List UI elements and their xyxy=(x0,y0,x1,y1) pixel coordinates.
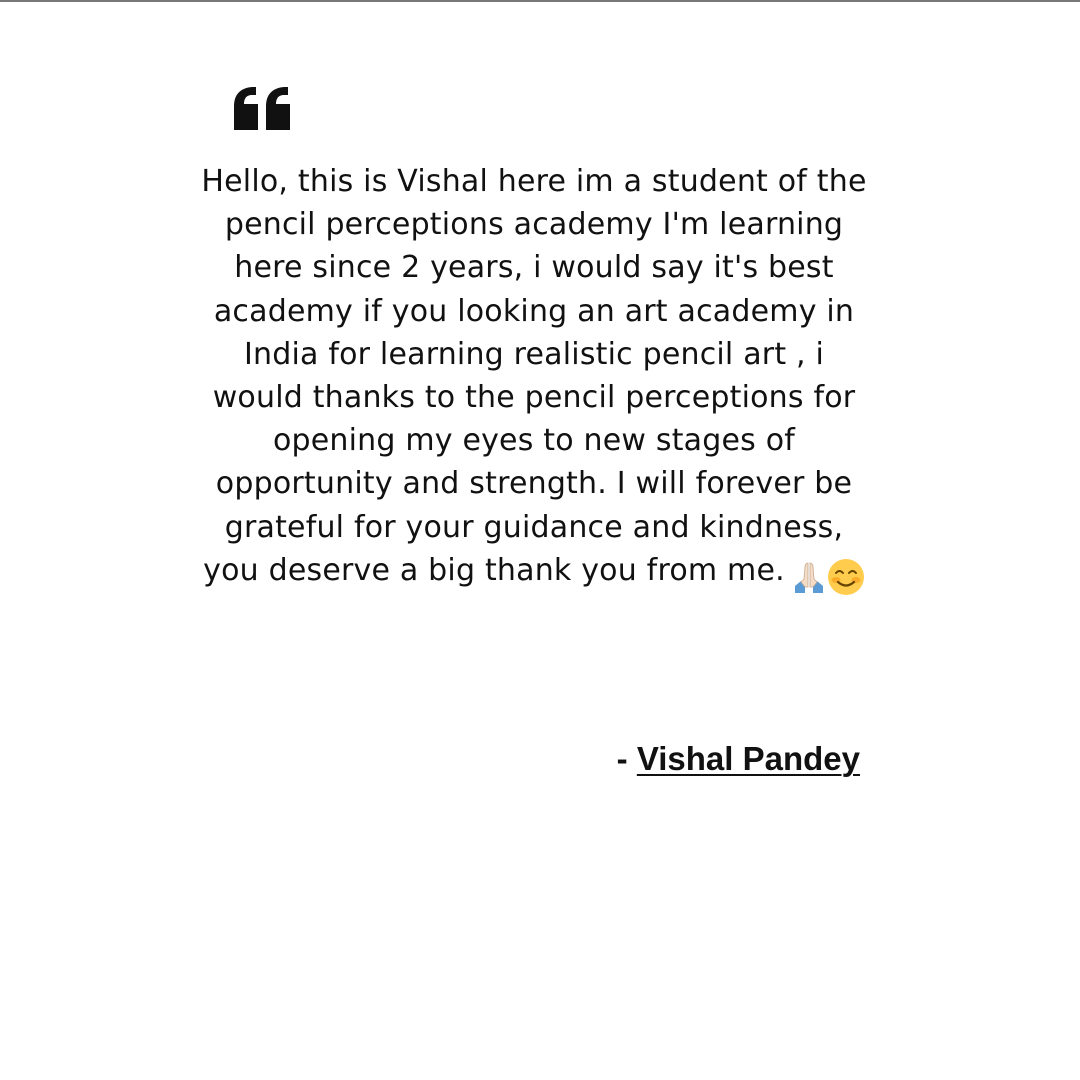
quote-open-icon xyxy=(232,86,292,132)
attribution-dash: - xyxy=(616,740,637,777)
top-divider xyxy=(0,0,1080,2)
smiling-face-icon xyxy=(827,555,865,598)
testimonial-attribution xyxy=(617,740,860,778)
folded-hands-icon xyxy=(791,555,827,598)
author-name: Vishal Pandey xyxy=(636,740,860,777)
testimonial-text: Hello, this is Vishal here im a student of the pencil perceptions academy I'm learning here since 2 years, i would say it's best academy if you looking an art academy in India for learning realistic pencil art , i would thanks to the pencil perceptions for opening my eyes to new stages of opportunity and strength. I will forever be grateful for your guidance and kindness, you deserve a big thank you from me. xyxy=(201,164,867,588)
testimonial-quote xyxy=(200,160,868,598)
